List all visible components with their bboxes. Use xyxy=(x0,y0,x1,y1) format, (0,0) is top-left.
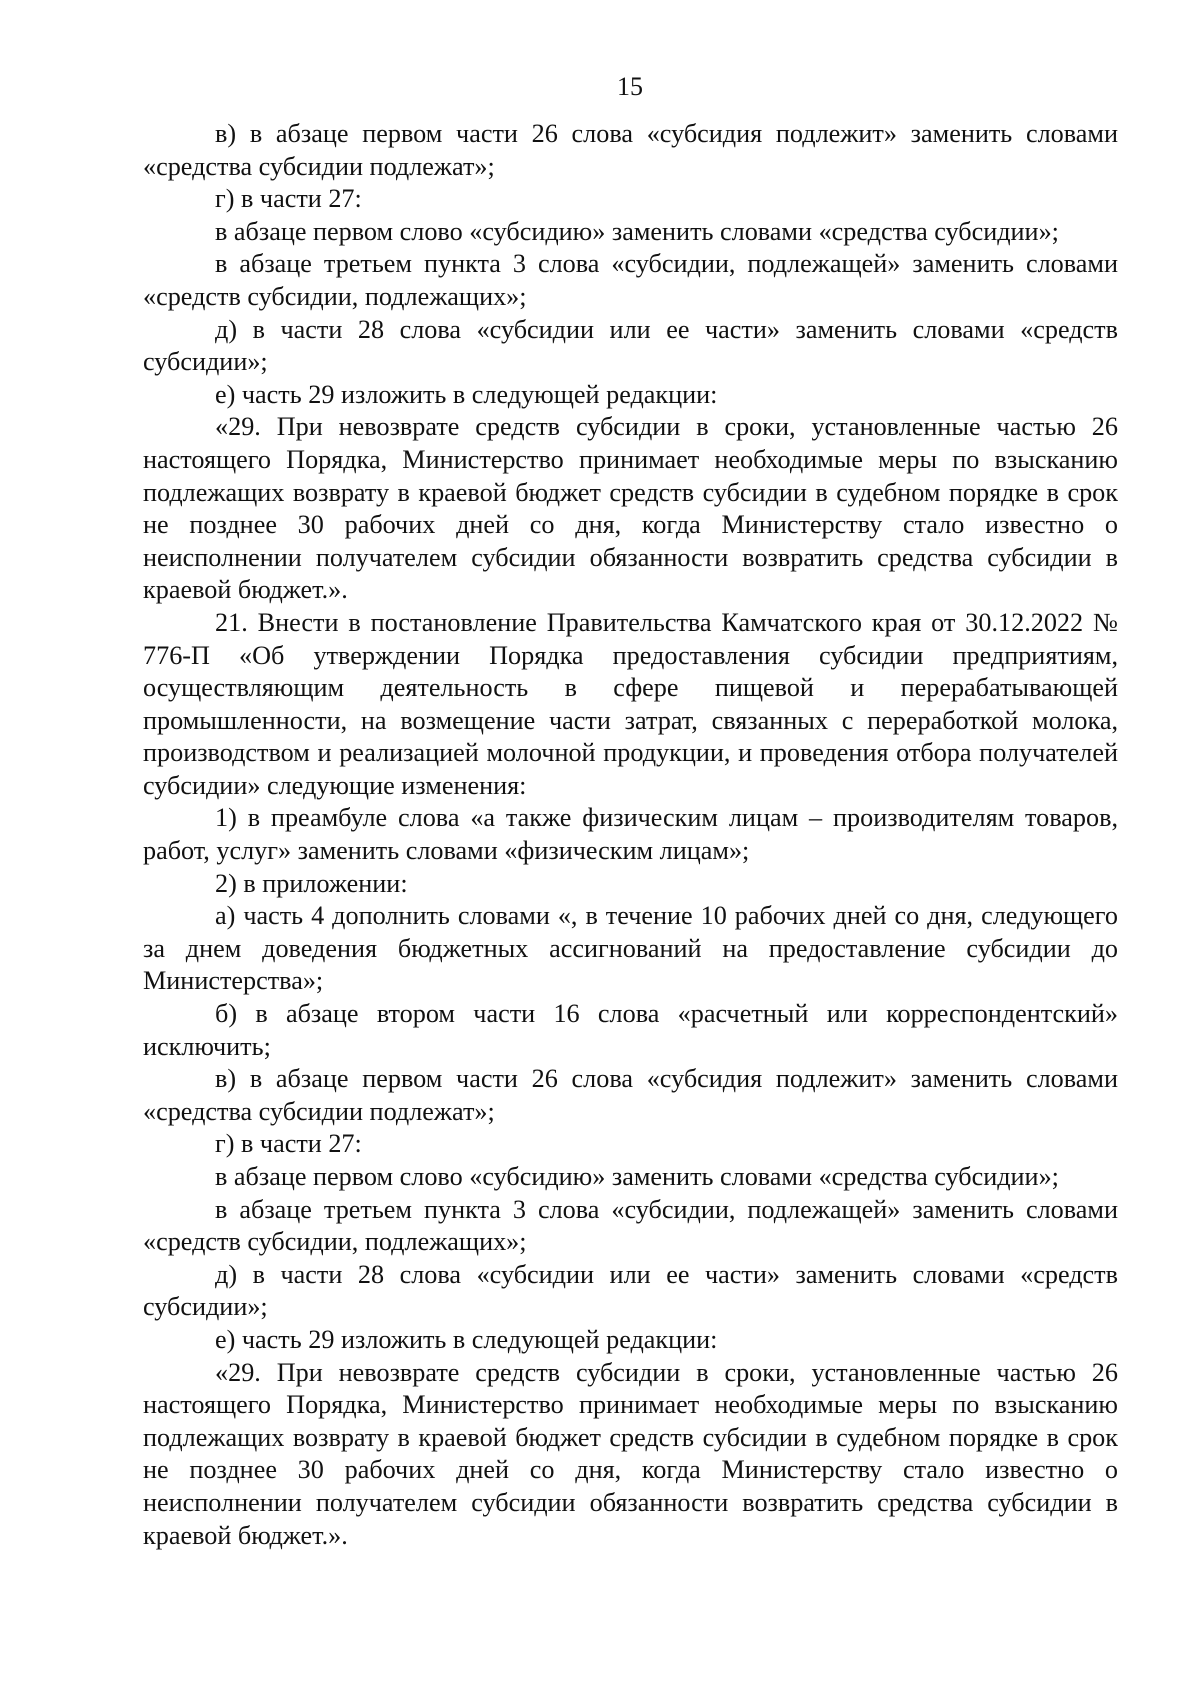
paragraph: в абзаце третьем пункта 3 слова «субсидии, подлежащей» заменить словами «средств субсидии, подлежащих»; xyxy=(143,1194,1118,1257)
paragraph: в абзаце первом слово «субсидию» заменить словами «средства субсидии»; xyxy=(215,1162,1059,1191)
paragraph: 2) в приложении: xyxy=(215,868,408,898)
document-body xyxy=(143,118,1118,1552)
quoted-paragraph: «29. При невозврате средств субсидии в сроки, установленные частью 26 настоящего Порядка, Министерство принимает необходимые меры по взысканию подлежащих возврату в краевой бюджет средств субсидии в судебном порядке в срок не позднее 30 рабочих дней со дня, когда Министерству стало известно о неисполнении получателем субсидии обязанности возвратить средства субсидии в краевой бюджет.». xyxy=(143,1357,1118,1550)
paragraph: в) в абзаце первом части 26 слова «субсидия подлежит» заменить словами «средства субсидии подлежат»; xyxy=(143,119,1118,181)
paragraph: а) часть 4 дополнить словами «, в течение 10 рабочих дней со дня, следующего за днем доведения бюджетных ассигнований на предоставление субсидии до Министерства»; xyxy=(143,901,1118,996)
page-number: 15 xyxy=(617,72,643,101)
paragraph: е) часть 29 изложить в следующей редакции: xyxy=(215,379,718,409)
paragraph: е) часть 29 изложить в следующей редакции: xyxy=(215,1324,718,1354)
paragraph: в абзаце третьем пункта 3 слова «субсидии, подлежащей» заменить словами «средств субсидии, подлежащих»; xyxy=(143,249,1118,311)
paragraph: б) в абзаце втором части 16 слова «расчетный или корреспондентский» исключить; xyxy=(143,999,1118,1061)
paragraph: г) в части 27: xyxy=(215,1129,362,1159)
paragraph: д) в части 28 слова «субсидии или ее части» заменить словами «средств субсидии»; xyxy=(143,314,1118,377)
paragraph: д) в части 28 слова «субсидии или ее части» заменить словами «средств субсидии»; xyxy=(143,1259,1118,1322)
paragraph: г) в части 27: xyxy=(215,184,362,214)
paragraph: 1) в преамбуле слова «а также физическим лицам – производителям товаров, работ, услуг» заменить словами «физическим лицам»; xyxy=(143,803,1118,866)
paragraph: в) в абзаце первом части 26 слова «субсидия подлежит» заменить словами «средства субсидии подлежат»; xyxy=(143,1064,1118,1126)
paragraph: 21. Внести в постановление Правительства Камчатского края от 30.12.2022 № 776-П «Об утверждении Порядка предоставления субсидии предприятиям, осуществляющим деятельность в сфере пищевой и перерабатывающей промышленности, на возмещение части затрат, связанных с переработкой молока, производством и реализацией молочной продукции, и проведения отбора получателей субсидии» следующие изменения: xyxy=(143,607,1118,800)
paragraph: в абзаце первом слово «субсидию» заменить словами «средства субсидии»; xyxy=(215,216,1059,246)
quoted-paragraph: «29. При невозврате средств субсидии в сроки, установленные частью 26 настоящего Порядка, Министерство принимает необходимые меры по взысканию подлежащих возврату в краевой бюджет средств субсидии в судебном порядке в срок не позднее 30 рабочих дней со дня, когда Министерству стало известно о неисполнении получателем субсидии обязанности возвратить средства субсидии в краевой бюджет.». xyxy=(143,412,1118,605)
